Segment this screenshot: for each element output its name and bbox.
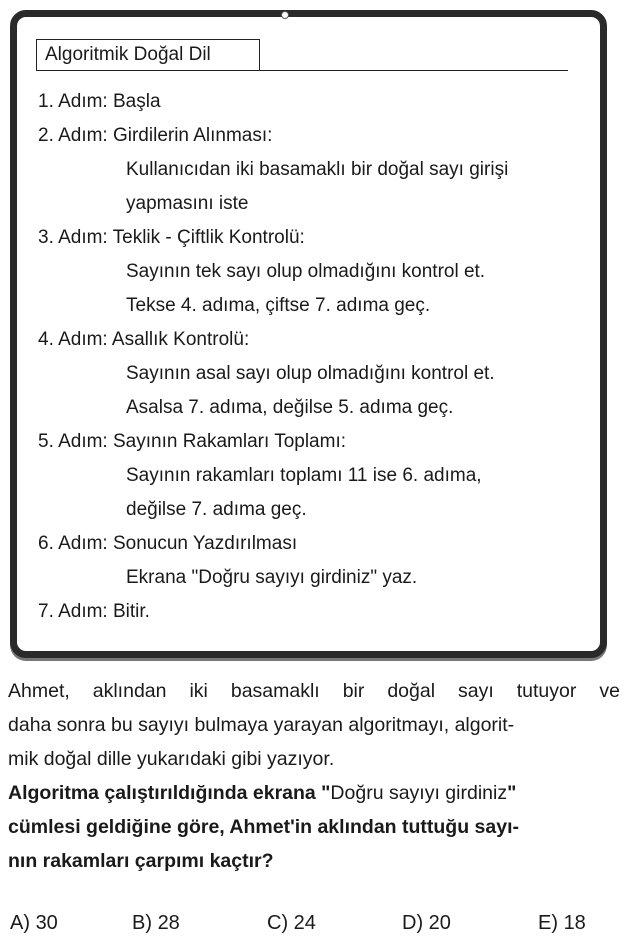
step-detail-line: Sayının tek sayı olup olmadığını kontrol et. xyxy=(126,261,486,282)
question-word: ve xyxy=(599,680,620,702)
step-detail-line: yapmasını iste xyxy=(126,193,249,214)
algorithm-steps xyxy=(38,85,593,629)
step-heading: 5. Adım: Sayının Rakamları Toplamı: xyxy=(38,431,347,452)
step-heading: 2. Adım: Girdilerin Alınması: xyxy=(38,125,273,146)
question-word: bir xyxy=(342,680,365,702)
question-bold-line-1 xyxy=(8,776,620,810)
option-b-letter: B) xyxy=(132,912,158,934)
question-word: Ahmet, xyxy=(8,680,70,702)
option-a[interactable] xyxy=(10,905,58,941)
step-heading: 4. Adım: Asallık Kontrolü: xyxy=(38,329,250,350)
question-bold-part: Algoritma çalıştırıldığında ekrana xyxy=(8,782,322,804)
title-rule xyxy=(36,70,568,71)
step-heading: 3. Adım: Teklik - Çiftlik Kontrolü: xyxy=(38,227,305,248)
step-detail-line: Tekse 4. adıma, çiftse 7. adıma geç. xyxy=(126,295,431,316)
step-detail-line: Ekrana "Doğru sayıyı girdiniz" yaz. xyxy=(126,567,418,588)
question-word: iki xyxy=(189,680,208,702)
step-detail-line: Sayının asal sayı olup olmadığını kontrol et. xyxy=(126,363,495,384)
step-detail-line: değilse 7. adıma geç. xyxy=(126,499,307,520)
step-heading: 6. Adım: Sonucun Yazdırılması xyxy=(38,533,298,554)
option-b[interactable] xyxy=(132,905,180,941)
step-detail-line: Sayının rakamları toplamı 11 ise 6. adıma, xyxy=(126,465,482,486)
question-bold-line-2: cümlesi geldiğine göre, Ahmet'in aklından tuttuğu sayı- xyxy=(8,816,519,838)
option-c-letter: C) xyxy=(267,912,294,934)
question-word: basamaklı xyxy=(230,680,320,702)
open-quote: " xyxy=(321,782,331,804)
answer-options xyxy=(10,905,610,941)
option-d-value: 20 xyxy=(428,912,451,934)
question-word: aklından xyxy=(92,680,167,702)
step-detail-line: Kullanıcıdan iki basamaklı bir doğal sayı girişi xyxy=(126,159,509,180)
option-a-value: 30 xyxy=(35,912,58,934)
option-c-value: 24 xyxy=(293,912,316,934)
step-heading: 1. Adım: Başla xyxy=(38,91,161,112)
option-e-value: 18 xyxy=(563,912,586,934)
close-quote: " xyxy=(507,782,517,804)
option-b-value: 28 xyxy=(157,912,180,934)
question-intro-line-2 xyxy=(8,708,620,742)
question-word: doğal xyxy=(387,680,436,702)
option-d-letter: D) xyxy=(402,912,429,934)
option-e[interactable] xyxy=(538,905,586,941)
algorithm-tablet-frame xyxy=(10,10,607,658)
option-e-letter: E) xyxy=(538,912,564,934)
option-d[interactable] xyxy=(402,905,451,941)
question-intro-line-2-text: daha sonra bu sayıyı bulmaya yarayan algoritmayı, algorit- xyxy=(8,714,515,736)
question-word: tutuyor xyxy=(516,680,577,702)
question-bold-line-3: nın rakamları çarpımı kaçtır? xyxy=(8,850,274,872)
step-heading: 7. Adım: Bitir. xyxy=(38,601,150,622)
question-text xyxy=(8,674,620,878)
question-intro-line-3: mik doğal dille yukarıdaki gibi yazıyor. xyxy=(8,748,335,770)
option-c[interactable] xyxy=(267,905,316,941)
algorithm-title: Algoritmik Doğal Dil xyxy=(36,39,260,70)
question-intro-line-1 xyxy=(8,674,620,708)
option-a-letter: A) xyxy=(10,912,36,934)
quoted-output: Doğru sayıyı girdiniz xyxy=(330,782,508,804)
camera-icon xyxy=(281,11,289,19)
step-detail-line: Asalsa 7. adıma, değilse 5. adıma geç. xyxy=(126,397,454,418)
question-word: sayı xyxy=(458,680,494,702)
